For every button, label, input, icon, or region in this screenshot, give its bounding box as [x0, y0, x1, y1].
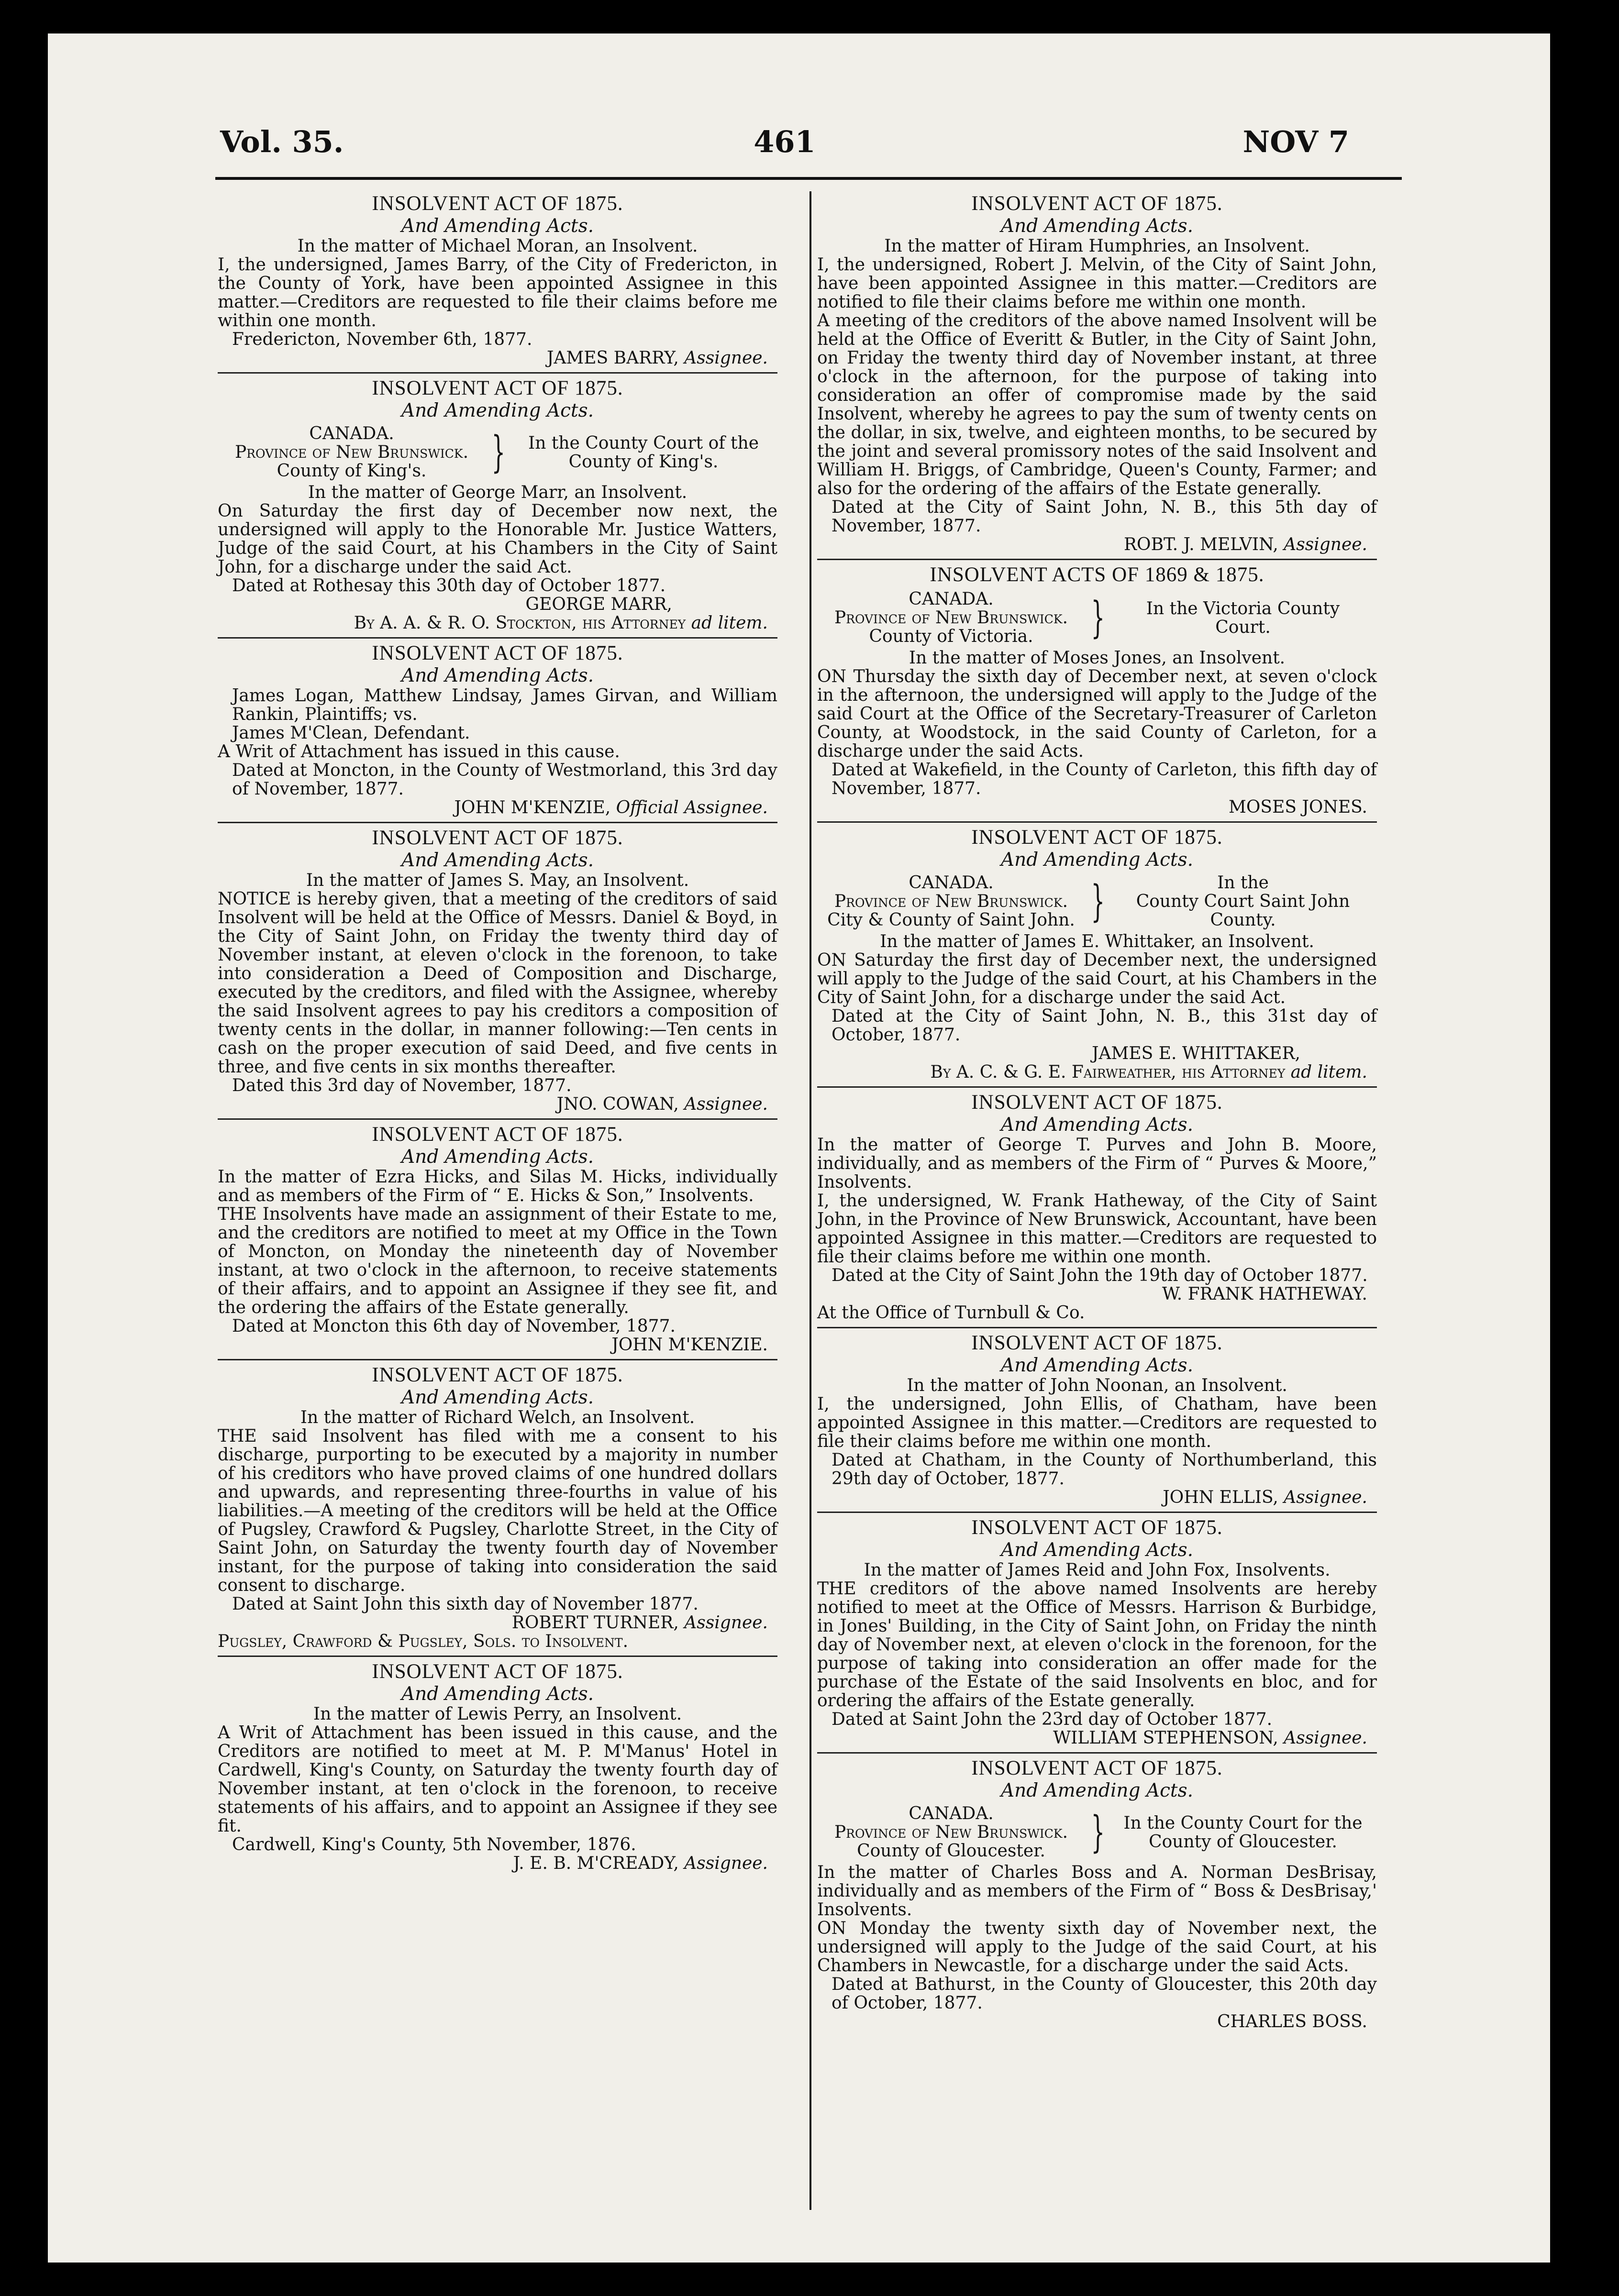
notice-signature: J. E. B. M'CREADY, Assignee. — [513, 1854, 768, 1873]
newspaper-page — [48, 33, 1550, 2263]
court-caption: CANADA. Province of New Brunswick. County of Victoria. } In the Victoria County Court. — [834, 589, 1340, 646]
notice-matter: In the matter of Moses Jones, an Insolvent. — [909, 648, 1286, 668]
notice-signature: JOHN M'KENZIE, Official Assignee. — [454, 798, 768, 817]
notice-body: ON Monday the twenty sixth day of November next, the undersigned will apply to the Judge of the said Court, at his Chambers in Newcastle, for a discharge under the said Acts. — [817, 1919, 1377, 1976]
notice-body: I, the undersigned, W. Frank Hatheway, of the City of Saint John, in the Province of New Brunswick, Accountant, have been appointed Assignee in this matter.—Creditors are requested to file their claims before me within one month. — [817, 1191, 1377, 1267]
notice-title: INSOLVENT ACT OF 1875. — [971, 1332, 1223, 1354]
notice-office: At the Office of Turnbull & Co. — [817, 1303, 1085, 1323]
notice-title: INSOLVENT ACT OF 1875. — [372, 377, 623, 399]
notice-signature: JOHN ELLIS, Assignee. — [1163, 1488, 1367, 1507]
notice-title: INSOLVENT ACT OF 1875. — [372, 1123, 623, 1146]
court-caption: CANADA. Province of New Brunswick. County of Gloucester. } In the County Court for the County of Gloucester. — [834, 1804, 1363, 1861]
notice-title: INSOLVENT ACT OF 1875. — [971, 1091, 1223, 1114]
court-caption: CANADA. Province of New Brunswick. County of King's. } In the County Court of the County of King's. — [234, 424, 759, 481]
notice-subtitle: And Amending Acts. — [1001, 849, 1193, 871]
notice-matter: In the matter of Ezra Hicks, and Silas M. Hicks, individually and as members of the Firm of “ E. Hicks & Son,” Insolvents. — [218, 1167, 777, 1205]
notice-james-logan — [218, 639, 777, 823]
notice-body-meeting: A meeting of the creditors of the above named Insolvent will be held at the Office of Everitt & Butler, in the City of Saint John, on Friday the twenty third day of November instant, at three o'clock in the afternoon, for the purpose of taking into consideration an offer of compromise made by the said Insolvent, whereby he agrees to pay the sum of twenty cents on the dollar, in six, twelve, and eighteen months, to be secured by the joint and several promissory notes of the said Insolvent and William H. Briggs, of Cambridge, Queen's County, Farmer; and also for the ordering of the affairs of the Estate generally. — [817, 311, 1377, 498]
brace-icon: } — [1091, 1807, 1105, 1857]
notice-body: THE said Insolvent has filed with me a consent to his discharge, purporting to be executed by a majority in number of his creditors who have proved claims of one hundred dollars and upwards, and representing three-fourths in value of his liabilities.—A meeting of the creditors will be held at the Office of Pugsley, Crawford & Pugsley, Charlotte Street, in the City of Saint John, on Saturday the twenty fourth day of November instant, for the purpose of taking into consideration the said consent to discharge. — [218, 1426, 777, 1595]
notice-dated: Dated at Rothesay this 30th day of October 1877. — [232, 576, 666, 596]
notice-dated: Dated at the City of Saint John the 19th day of October 1877. — [832, 1266, 1368, 1285]
notice-signature: JAMES E. WHITTAKER, — [1092, 1044, 1300, 1063]
notice-title: INSOLVENT ACT OF 1875. — [971, 192, 1223, 215]
volume-label: Vol. 35. — [220, 124, 344, 159]
notice-ezra-hicks — [218, 1120, 777, 1360]
notice-body: I, the undersigned, James Barry, of the City of Fredericton, in the County of York, have been appointed Assignee in this matter.—Creditors are requested to file their claims before me within one month. — [218, 255, 777, 331]
notice-title: INSOLVENT ACT OF 1875. — [971, 1516, 1223, 1539]
notice-title: INSOLVENT ACT OF 1875. — [372, 827, 623, 849]
notice-body: ON Saturday the first day of December next, the undersigned will apply to the Judge of the said Court, at his Chambers in the City of Saint John, for a discharge under the said Act. — [817, 950, 1377, 1007]
notice-attorney: By A. C. & G. E. Fairweather, his Attorney ad litem. — [930, 1062, 1367, 1082]
notice-dated: Dated at Bathurst, in the County of Gloucester, this 20th day of October, 1877. — [832, 1975, 1377, 2013]
brace-icon: } — [491, 427, 506, 477]
notice-dated: Dated at the City of Saint John, N. B., this 5th day of November, 1877. — [832, 497, 1377, 536]
right-column — [817, 189, 1377, 2036]
notice-dated: Dated at Wakefield, in the County of Carleton, this fifth day of November, 1877. — [832, 760, 1377, 798]
notice-body: NOTICE is hereby given, that a meeting of the creditors of said Insolvent will be held at the Office of Messrs. Daniel & Boyd, in the City of Saint John, on Friday the twenty third day of November instant, at eleven o'clock in the forenoon, to take into consideration a Deed of Composition and Discharge, executed by the creditors, and filed with the Assignee, whereby the said Insolvent agrees to pay his creditors a composition of twenty cents in the dollar, in manner following:—Ten cents in cash on the proper execution of said Deed, and five cents in three, and five cents in six months thereafter. — [218, 889, 777, 1077]
notice-michael-moran — [218, 189, 777, 374]
notice-title: INSOLVENT ACTS OF 1869 & 1875. — [930, 563, 1264, 586]
court-caption: CANADA. Province of New Brunswick. City & County of Saint John. } In the County Court Saint John County. — [827, 873, 1350, 930]
notice-subtitle: And Amending Acts. — [401, 1387, 594, 1408]
notice-matter: In the matter of George T. Purves and John B. Moore, individually, and as members of the Firm of “ Purves & Moore,” Insolvents. — [817, 1135, 1377, 1192]
notice-solicitors: Pugsley, Crawford & Pugsley, Sols. to Insolvent. — [218, 1632, 629, 1651]
notice-subtitle: And Amending Acts. — [401, 665, 594, 686]
notice-title: INSOLVENT ACT OF 1875. — [971, 1757, 1223, 1779]
notice-lewis-perry — [218, 1657, 777, 1877]
notice-john-noonan — [817, 1328, 1377, 1513]
notice-moses-jones — [817, 560, 1377, 823]
notice-defendant: James M'Clean, Defendant. — [232, 723, 470, 743]
notice-body: THE Insolvents have made an assignment of their Estate to me, and the creditors are notified to meet at my Office in the Town of Moncton, on Monday the nineteenth day of November instant, at two o'clock in the afternoon, to receive statements of their affairs, and to appoint an Assignee if they see fit, and the ordering the affairs of the Estate generally. — [218, 1204, 777, 1317]
page-header — [220, 124, 1349, 167]
notice-title: INSOLVENT ACT OF 1875. — [971, 826, 1223, 849]
notice-subtitle: And Amending Acts. — [1001, 1780, 1193, 1801]
notice-george-marr — [218, 374, 777, 639]
notice-subtitle: And Amending Acts. — [1001, 215, 1193, 237]
notice-title: INSOLVENT ACT OF 1875. — [372, 1660, 623, 1683]
notice-body: I, the undersigned, John Ellis, of Chatham, have been appointed Assignee in this matter.—Creditors are requested to file their claims before me within one month. — [817, 1394, 1377, 1451]
notice-signature: CHARLES BOSS. — [1217, 2012, 1367, 2031]
notice-subtitle: And Amending Acts. — [401, 215, 594, 237]
notice-hiram-humphries — [817, 189, 1377, 560]
notice-matter: In the matter of George Marr, an Insolvent. — [308, 483, 688, 502]
notice-signature: ROBT. J. MELVIN, Assignee. — [1123, 535, 1367, 554]
notice-dated: Dated at Saint John this sixth day of November 1877. — [232, 1594, 699, 1614]
notice-matter: In the matter of John Noonan, an Insolvent. — [907, 1376, 1287, 1395]
notice-matter: In the matter of Lewis Perry, an Insolvent. — [313, 1704, 682, 1724]
notice-subtitle: And Amending Acts. — [401, 1683, 594, 1705]
notice-james-may — [218, 823, 777, 1120]
notice-boss-desbrisay — [817, 1754, 1377, 2036]
notice-purves-moore — [817, 1088, 1377, 1328]
issue-date: NOV 7 — [1242, 124, 1349, 159]
notice-matter: In the matter of Hiram Humphries, an Insolvent. — [884, 236, 1310, 256]
notice-signature: JNO. COWAN, Assignee. — [556, 1094, 768, 1114]
notice-richard-welch — [218, 1360, 777, 1657]
notice-dated: Dated at Moncton this 6th day of November, 1877. — [232, 1316, 676, 1336]
notice-title: INSOLVENT ACT OF 1875. — [372, 192, 623, 215]
notice-dated: Dated at the City of Saint John, N. B., this 31st day of October, 1877. — [832, 1006, 1377, 1045]
notice-subtitle: And Amending Acts. — [401, 400, 594, 421]
notice-dated: Dated this 3rd day of November, 1877. — [232, 1076, 572, 1095]
notice-matter: In the matter of Richard Welch, an Insolvent. — [300, 1408, 695, 1427]
notice-matter: In the matter of Michael Moran, an Insolvent. — [297, 236, 698, 256]
notice-signature: W. FRANK HATHEWAY. — [1162, 1284, 1367, 1304]
notice-matter: In the matter of James Reid and John Fox, Insolvents. — [864, 1560, 1331, 1580]
notice-body: ON Thursday the sixth day of December next, at seven o'clock in the afternoon, the undersigned will apply to the Judge of the said Court at the Office of the Secretary-Treasurer of Carleton County, at Woodstock, in the said County of Carleton, for a discharge under the said Acts. — [817, 667, 1377, 761]
notice-signature: GEORGE MARR, — [525, 595, 672, 614]
notice-body: I, the undersigned, Robert J. Melvin, of the City of Saint John, have been appointed Assignee in this matter.—Creditors are notified to file their claims before me within one month. — [817, 255, 1377, 312]
brace-icon: } — [1091, 876, 1105, 927]
notice-james-whittaker — [817, 823, 1377, 1088]
notice-dated: Cardwell, King's County, 5th November, 1876. — [232, 1835, 636, 1854]
notice-body: A Writ of Attachment has been issued in this cause, and the Creditors are notified to meet at M. P. M'Manus' Hotel in Cardwell, King's County, on Saturday the twenty fourth day of November instant, at ten o'clock in the forenoon, to receive statements of his affairs, and to appoint an Assignee if they see fit. — [218, 1723, 777, 1836]
notice-signature: MOSES JONES. — [1229, 797, 1367, 817]
notice-signature: JOHN M'KENZIE. — [611, 1335, 768, 1355]
notice-signature: WILLIAM STEPHENSON, Assignee. — [1053, 1728, 1367, 1748]
notice-subtitle: And Amending Acts. — [1001, 1114, 1193, 1136]
notice-subtitle: And Amending Acts. — [401, 850, 594, 871]
notice-title: INSOLVENT ACT OF 1875. — [372, 642, 623, 664]
left-column — [218, 189, 777, 1877]
brace-icon: } — [1091, 592, 1105, 643]
notice-writ: A Writ of Attachment has issued in this cause. — [218, 742, 620, 762]
notice-matter: In the matter of James E. Whittaker, an Insolvent. — [880, 932, 1314, 951]
notice-dated: Fredericton, November 6th, 1877. — [232, 330, 532, 349]
notice-reid-fox — [817, 1513, 1377, 1754]
notice-subtitle: And Amending Acts. — [1001, 1539, 1193, 1561]
notice-dated: Dated at Saint John the 23rd day of October 1877. — [832, 1710, 1273, 1729]
notice-body: THE creditors of the above named Insolvents are hereby notified to meet at the Office of Messrs. Harrison & Burbidge, in Jones' Building, in the City of Saint John, on Friday the ninth day of November next, at eleven o'clock in the forenoon, for the purpose of taking into consideration an offer made for the purchase of the Estate of the said Insolvents en bloc, and for ordering the affairs of the Estate generally. — [817, 1579, 1377, 1711]
notice-matter: In the matter of James S. May, an Insolvent. — [306, 871, 689, 890]
notice-signature: ROBERT TURNER, Assignee. — [511, 1613, 768, 1633]
notice-body: On Saturday the first day of December now next, the undersigned will apply to the Honorable Mr. Justice Watters, Judge of the said Court, at his Chambers in the City of Saint John, for a discharge under the said Act. — [218, 501, 777, 577]
page-number: 461 — [754, 124, 816, 159]
notice-signature: JAMES BARRY, Assignee. — [546, 348, 768, 368]
notice-dated: Dated at Moncton, in the County of Westmorland, this 3rd day of November, 1877. — [232, 761, 777, 799]
column-divider — [810, 191, 811, 2210]
header-rule — [215, 177, 1402, 180]
notice-title: INSOLVENT ACT OF 1875. — [372, 1364, 623, 1386]
notice-matter: In the matter of Charles Boss and A. Norman DesBrisay, individually and as members of the Firm of “ Boss & DesBrisay,' Insolvents. — [817, 1863, 1377, 1920]
notice-parties: James Logan, Matthew Lindsay, James Girvan, and William Rankin, Plaintiffs; vs. — [232, 686, 777, 724]
notice-attorney: By A. A. & R. O. Stockton, his Attorney ad litem. — [354, 613, 768, 633]
notice-subtitle: And Amending Acts. — [1001, 1355, 1193, 1376]
notice-dated: Dated at Chatham, in the County of Northumberland, this 29th day of October, 1877. — [832, 1450, 1377, 1489]
notice-subtitle: And Amending Acts. — [401, 1146, 594, 1168]
